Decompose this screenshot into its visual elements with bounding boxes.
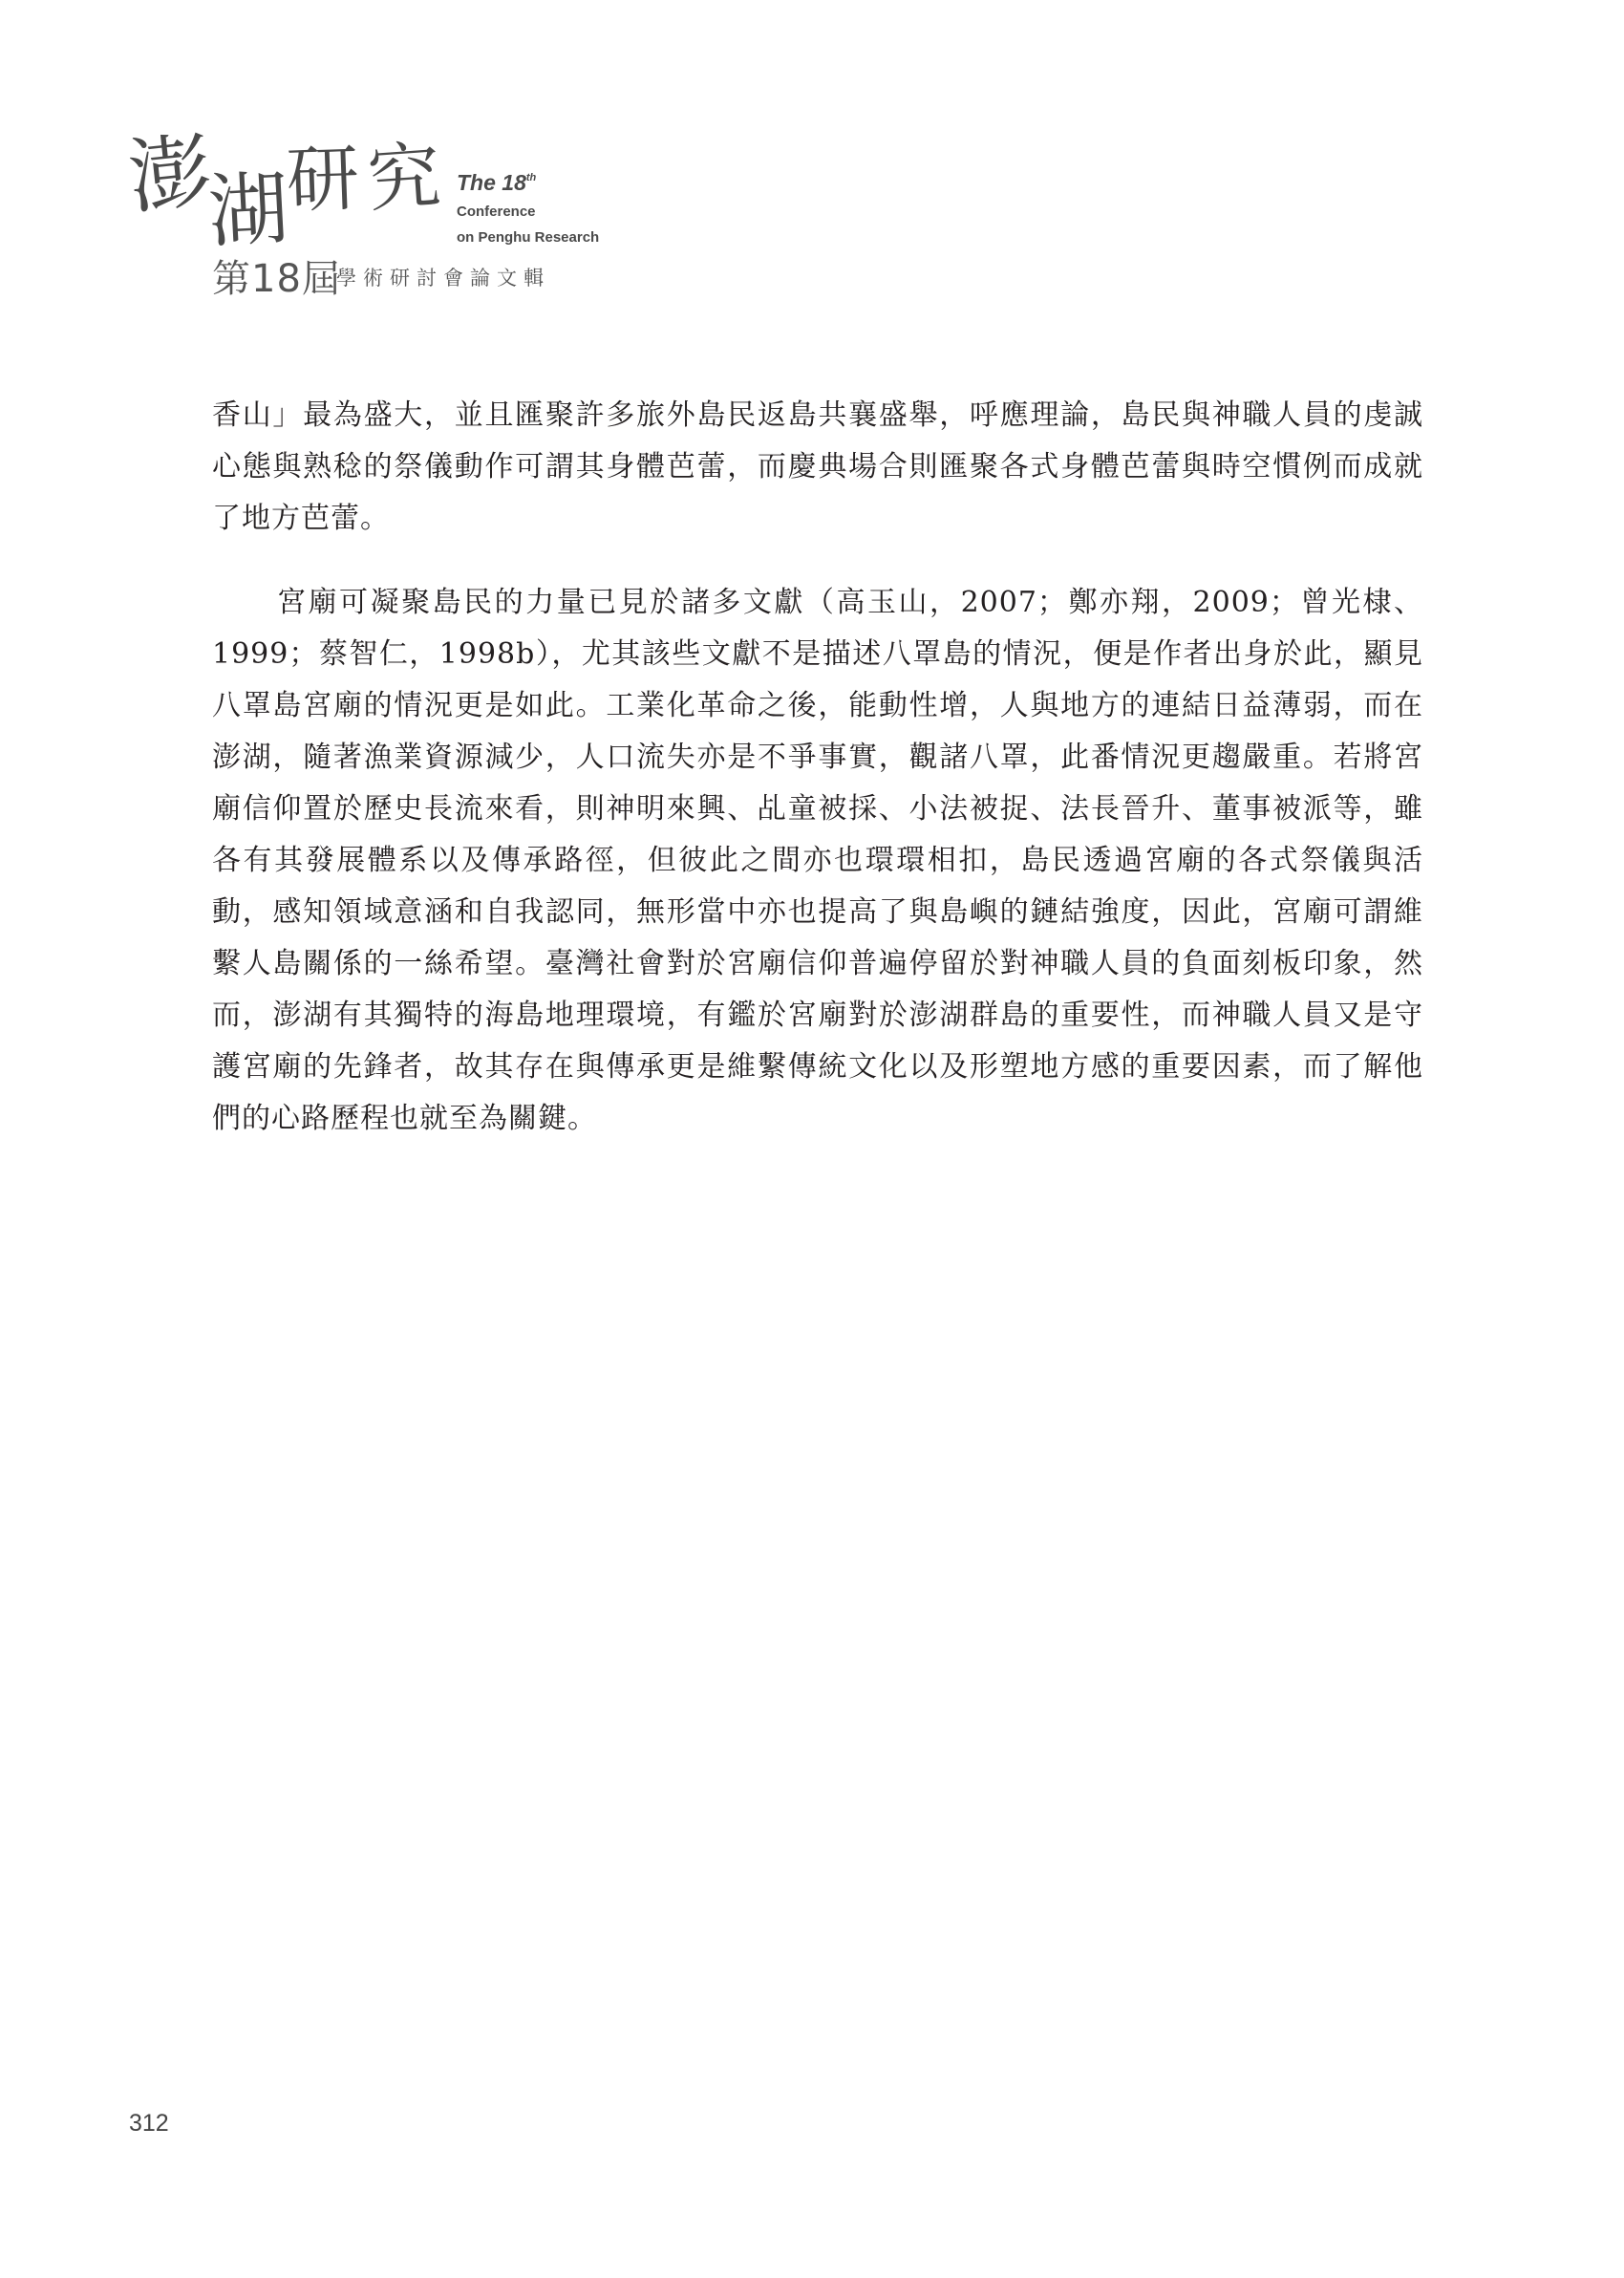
journal-title-char-3: 研 — [285, 135, 361, 224]
journal-title-char-1: 澎 — [124, 122, 216, 227]
paragraph-1: 香山」最為盛大，並且匯聚許多旅外島民返島共襄盛舉，呼應理論，島民與神職人員的虔誠心態與熟稔的祭儀動作可謂其身體芭蕾，而慶典場合則匯聚各式身體芭蕾與時空慣例而成就了地方芭蕾。 — [212, 398, 1423, 535]
english-title-ordinal: th — [525, 172, 537, 183]
edition-label: 第18屆 — [212, 257, 341, 301]
english-subtitle-line-1: Conference — [457, 204, 536, 220]
journal-title-char-2: 湖 — [205, 161, 291, 260]
journal-title-char-4: 究 — [364, 132, 443, 223]
proceedings-label: 學術研討會論文輯 — [336, 267, 550, 290]
paragraph-2: 宮廟可凝聚島民的力量已見於諸多文獻（高玉山，2007；鄭亦翔，2009；曾光棣、1999；蔡智仁，1998b），尤其該些文獻不是描述八罩島的情況，便是作者出身於此，顯見八罩島宮廟的情況更是如此。工業化革命之後，能動性增，人與地方的連結日益薄弱，而在澎湖，隨著漁業資源減少，人口流失亦是不爭事實，觀諸八罩，此番情況更趨嚴重。若將宮廟信仰置於歷史長流來看，則神明來興、乩童被採、小法被捉、法長晉升、董事被派等，雖各有其發展體系以及傳承路徑，但彼此之間亦也環環相扣，島民透過宮廟的各式祭儀與活動，感知領域意涵和自我認同，無形當中亦也提高了與島嶼的鏈結強度，因此，宮廟可謂維繫人島關係的一絲希望。臺灣社會對於宮廟信仰普遍停留於對神職人員的負面刻板印象，然而，澎湖有其獨特的海島地理環境，有鑑於宮廟對於澎湖群島的重要性，而神職人員又是守護宮廟的先鋒者，故其存在與傳承更是維繫傳統文化以及形塑地方感的重要因素，而了解他們的心路歷程也就至為關鍵。 — [212, 586, 1423, 1135]
page-number: 312 — [129, 2110, 169, 2137]
body-text — [212, 390, 1423, 1145]
english-subtitle-line-2: on Penghu Research — [457, 229, 600, 246]
english-title-text: The 18 — [457, 170, 526, 195]
english-title — [457, 170, 536, 196]
running-header — [0, 0, 669, 306]
